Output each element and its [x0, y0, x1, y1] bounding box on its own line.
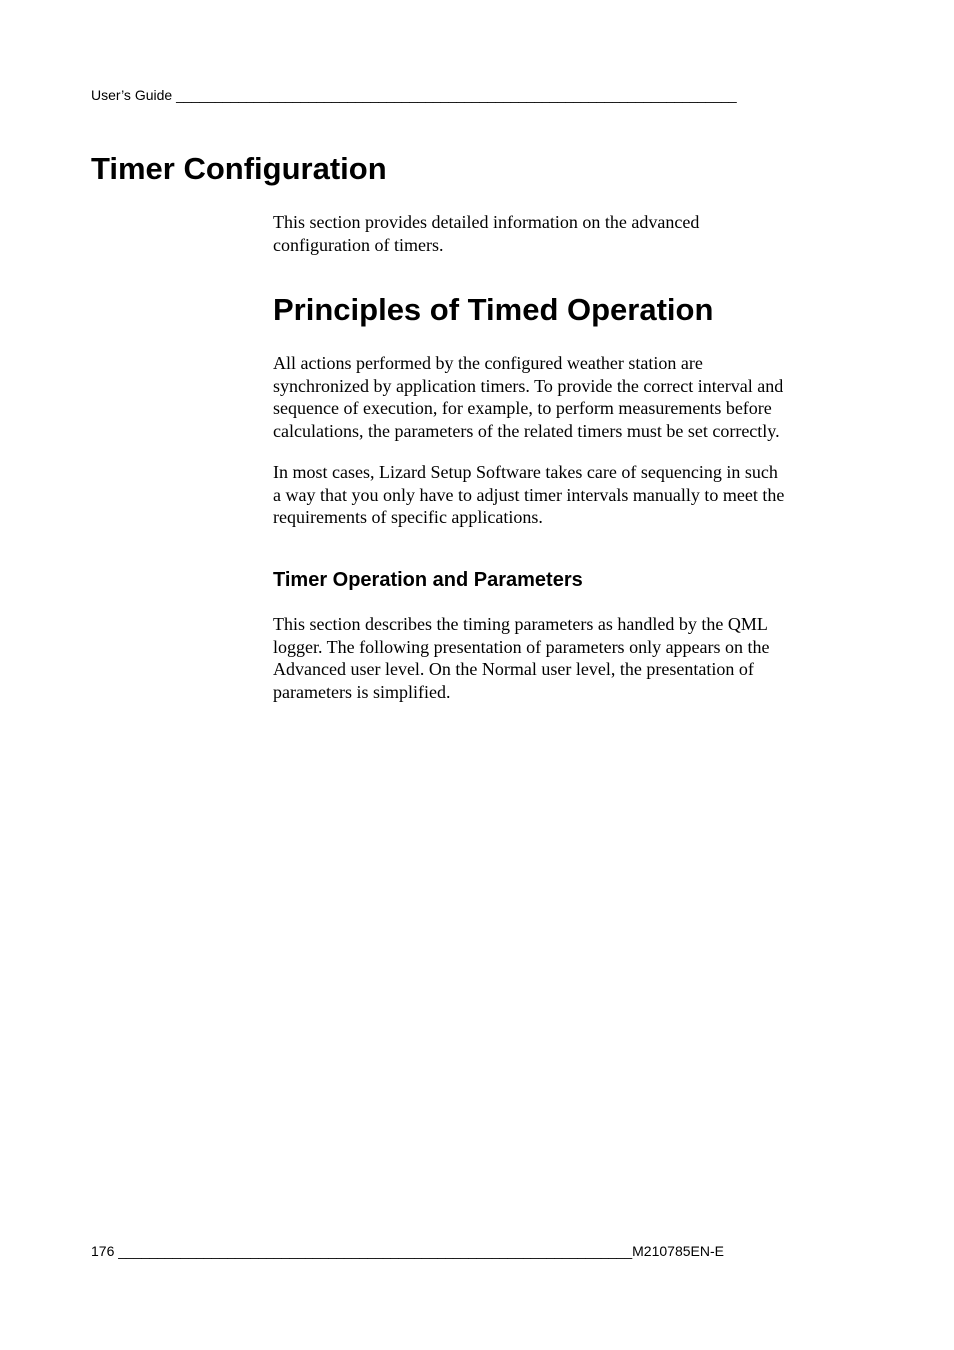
paragraph-line: parameters is simplified.	[273, 681, 451, 702]
heading-timer-operation-and-parameters: Timer Operation and Parameters	[273, 569, 583, 591]
intro-line: This section provides detailed information on the advanced	[273, 212, 700, 232]
paragraph-line: In most cases, Lizard Setup Software takes care of sequencing in such	[273, 462, 778, 482]
intro-paragraph	[273, 211, 833, 256]
principles-paragraph-2	[273, 461, 833, 529]
paragraph-line: requirements of specific applications.	[273, 507, 543, 528]
intro-line: configuration of timers.	[273, 234, 444, 255]
paragraph-line: All actions performed by the configured weather station are	[273, 353, 703, 373]
paragraph-line: This section describes the timing parameters as handled by the QML	[273, 614, 768, 634]
paragraph-line: a way that you only have to adjust timer intervals manually to meet the	[273, 484, 785, 505]
running-header	[91, 87, 811, 107]
paragraph-line: sequence of execution, for example, to perform measurements before	[273, 398, 772, 419]
principles-paragraph-1	[273, 352, 833, 442]
footer-separator: __________________________________________________________________	[114, 1243, 633, 1259]
paragraph-line: Advanced user level. On the Normal user level, the presentation of	[273, 659, 754, 680]
timer-operation-paragraph	[273, 613, 833, 703]
paragraph-line: calculations, the parameters of the related timers must be set correctly.	[273, 420, 780, 441]
heading-principles-of-timed-operation: Principles of Timed Operation	[273, 292, 714, 327]
running-header-text: User’s Guide ________________________________________________________________________	[91, 87, 737, 103]
page-number: 176	[91, 1243, 115, 1259]
running-footer	[91, 1243, 821, 1263]
paragraph-line: synchronized by application timers. To provide the correct interval and	[273, 375, 784, 396]
heading-timer-configuration: Timer Configuration	[91, 151, 387, 186]
document-code: M210785EN-E	[632, 1243, 724, 1259]
paragraph-line: logger. The following presentation of parameters only appears on the	[273, 636, 770, 657]
